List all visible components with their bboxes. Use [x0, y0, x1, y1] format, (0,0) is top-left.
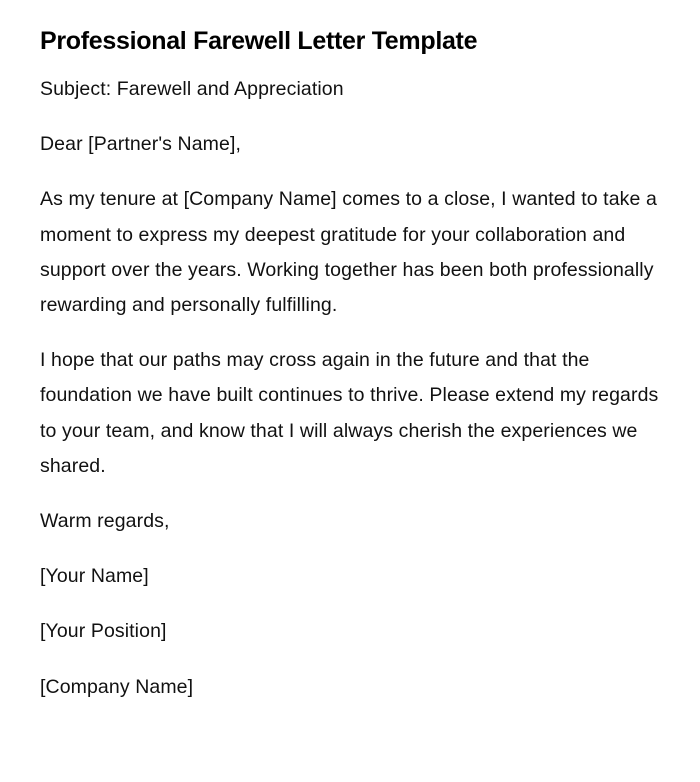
- body-paragraph: I hope that our paths may cross again in the future and that the foundation we have built continues to thrive. Please extend my regards to your team, and know that I will always cherish the experiences we shared.: [40, 349, 659, 477]
- body-paragraph: As my tenure at [Company Name] comes to a close, I wanted to take a moment to express my deepest gratitude for your collaboration and support over the years. Working together has been both professionally rewarding and personally fulfilling.: [40, 188, 657, 317]
- signature-position: [Your Position]: [40, 620, 167, 643]
- closing: Warm regards,: [40, 510, 170, 533]
- salutation: Dear [Partner's Name],: [40, 133, 241, 156]
- signature-company: [Company Name]: [40, 675, 194, 698]
- signature-name: [Your Name]: [40, 565, 149, 588]
- subject-line: Subject: Farewell and Appreciation: [40, 78, 344, 100]
- page-title: Professional Farewell Letter Template: [40, 27, 478, 55]
